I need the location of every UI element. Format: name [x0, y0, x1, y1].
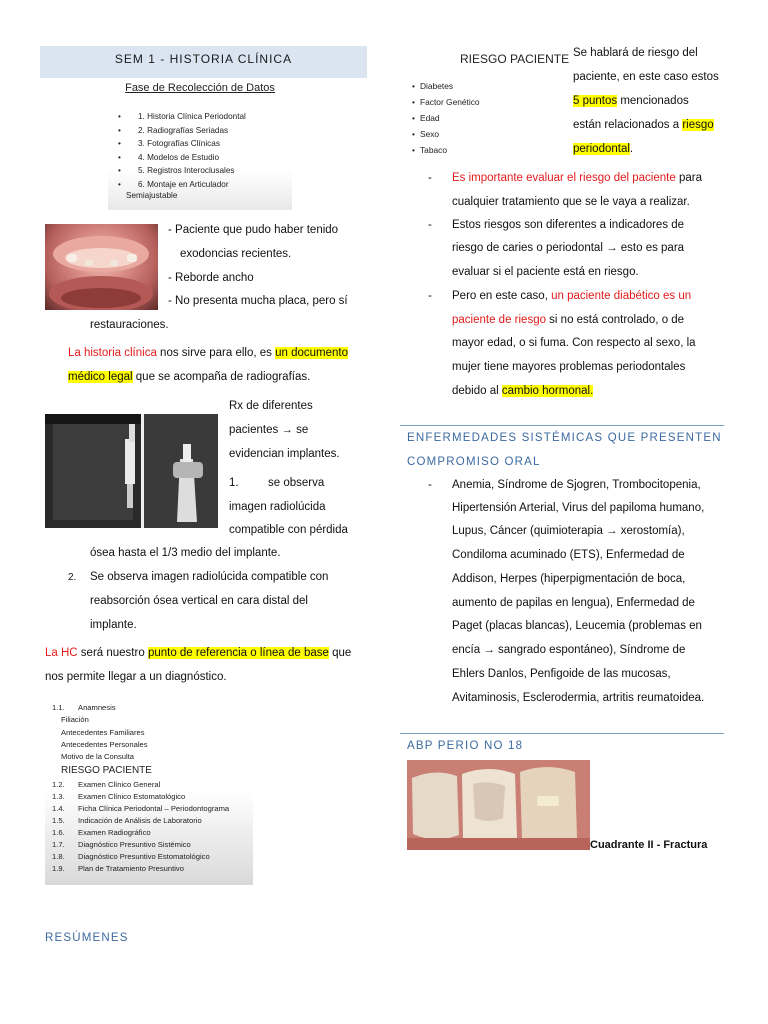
disease-line: aumento de papilas en lengua), Enfermedad de — [452, 597, 695, 609]
section-title: SEM 1 - HISTORIA CLÍNICA — [114, 52, 293, 66]
text-run: que — [328, 647, 352, 659]
list-item: • 2. Radiografías Seriadas — [118, 124, 246, 138]
red-text: Es importante evaluar el riesgo del paciente — [452, 172, 676, 184]
dash-bullet: - — [428, 290, 432, 302]
hc2-paragraph-line2: nos permite llegar a un diagnóstico. — [45, 671, 227, 683]
rx-text: pacientes → se — [229, 424, 309, 436]
bullet-line: evaluar si el paciente está en riesgo. — [452, 266, 639, 278]
mouth-note: restauraciones. — [90, 319, 169, 331]
anamnesis-item: RIESGO PACIENTE — [61, 765, 152, 776]
disease-line: Condiloma acuminado (ETS), Enfermedad de — [452, 549, 685, 561]
bullet-item — [428, 285, 692, 309]
risk-text — [573, 114, 714, 138]
text-run: nos sirve para ello, es — [156, 347, 276, 359]
hc2-paragraph — [45, 642, 365, 666]
disease-line: encía → sangrado espontáneo), Síndrome de — [452, 644, 686, 656]
red-text: un paciente diabético es un — [551, 290, 692, 302]
rx1-text: compatible con pérdida — [229, 524, 348, 536]
text-run: si no está controlado, o de — [545, 314, 685, 326]
dash-bullet: - — [428, 479, 432, 491]
list-item: • 5. Registros Interoclusales — [118, 164, 246, 178]
anamnesis-item: Motivo de la Consulta — [61, 752, 135, 761]
disease-line: Addison, Herpes (hiperpigmentación de boca, — [452, 573, 686, 585]
rx2-text: implante. — [90, 619, 137, 631]
risk-text: paciente, en este caso estos — [573, 71, 719, 83]
text-run: que se acompaña de radiografías. — [132, 371, 311, 383]
highlight: punto de referencia o línea de base — [147, 647, 329, 659]
rx2-text: Se observa imagen radiolúcida compatible con — [90, 571, 329, 583]
disease-line: Ehlers Danlos, Penfigoide de las mucosas, — [452, 668, 671, 680]
dash-bullet: - — [428, 172, 432, 184]
text-run: . — [629, 143, 634, 155]
radiograph-photo — [45, 414, 218, 528]
text-run: será nuestro — [77, 647, 148, 659]
hc-term: La HC — [45, 647, 78, 659]
rx1-text: se observa — [268, 477, 325, 489]
resumenes-heading: RESÚMENES — [45, 932, 129, 944]
rx1-text: ósea hasta el 1/3 medio del implante. — [90, 547, 281, 559]
rx-text: Rx de diferentes — [229, 400, 313, 412]
highlight: un documento — [275, 347, 349, 359]
risk-heading: RIESGO PACIENTE — [460, 52, 570, 66]
list-item: • 3. Fotografías Clínicas — [118, 137, 246, 151]
anamnesis-item: Antecedentes Personales — [61, 740, 148, 749]
mouth-note: - No presenta mucha placa, pero sí — [168, 295, 348, 307]
anamnesis-item: 1.6. Examen Radiográfico — [52, 828, 151, 837]
anamnesis-item: 1.2. Examen Clínico General — [52, 780, 161, 789]
hc-paragraph — [68, 342, 368, 366]
figure-title: Fase de Recolección de Datos — [125, 82, 275, 94]
radiograph-illustration — [45, 414, 218, 528]
anamnesis-item: 1.5. Indicación de Análisis de Laboratorio — [52, 816, 202, 825]
risk-text: Se hablará de riesgo del — [573, 47, 698, 59]
bullet-item — [428, 167, 702, 191]
anamnesis-item: Antecedentes Familiares — [61, 728, 145, 737]
section-title-bar — [40, 46, 367, 78]
mouth-note: - Reborde ancho — [168, 272, 254, 284]
rx2-number: 2. — [68, 572, 77, 583]
risk-text — [573, 138, 633, 162]
red-text: paciente de riesgo — [452, 314, 546, 326]
data-collection-list — [118, 110, 246, 191]
teeth-illustration — [407, 760, 590, 850]
hc-term: La historia clínica — [68, 347, 157, 359]
text-run: Estos riesgos son diferentes a indicadores de — [452, 219, 685, 231]
risk-text — [573, 90, 689, 114]
text-run: Pero en este caso, — [452, 290, 552, 302]
intraoral-photo — [45, 224, 158, 310]
highlight: médico legal — [68, 371, 133, 383]
anamnesis-item: 1.8. Diagnóstico Presuntivo Estomatológico — [52, 852, 210, 861]
rx-text: evidencian implantes. — [229, 448, 340, 460]
text-run: Anemia, Síndrome de Sjogren, Trombocitopenia, — [452, 479, 701, 491]
bullet-line: cualquier tratamiento que se le vaya a realizar. — [452, 196, 690, 208]
rx1-number: 1. — [229, 477, 239, 489]
list-item-continuation: Semiajustable — [126, 191, 178, 200]
rx1-text: imagen radiolúcida — [229, 501, 326, 513]
anamnesis-figure — [45, 697, 253, 885]
list-item: • Diabetes — [412, 78, 480, 94]
disease-line: Paget (placas blancas), Leucemia (problemas en — [452, 620, 702, 632]
bullet-line: mayor edad, o si fuma. Con respecto al sexo, la — [452, 337, 696, 349]
anamnesis-item: 1.1. Anamnesis — [52, 703, 116, 712]
anamnesis-item: 1.7. Diagnóstico Presuntivo Sistémico — [52, 840, 191, 849]
text-run: debido al — [452, 385, 502, 397]
highlight: 5 puntos — [573, 95, 618, 107]
list-item: • Tabaco — [412, 142, 480, 158]
list-item: • Edad — [412, 110, 480, 126]
list-item: • Sexo — [412, 126, 480, 142]
list-item: • 1. Historia Clínica Periodontal — [118, 110, 246, 124]
photo-caption: Cuadrante II - Fractura — [590, 839, 708, 851]
bullet-line: mujer tiene mayores problemas periodontales — [452, 361, 686, 373]
mouth-note: exodoncias recientes. — [180, 248, 292, 260]
intraoral-illustration — [45, 224, 158, 310]
systemic-diseases-heading: ENFERMEDADES SISTÉMICAS QUE PRESENTEN — [407, 432, 722, 444]
list-item: • 6. Montaje en Articulador — [118, 178, 246, 192]
highlight: periodontal — [573, 143, 630, 155]
mouth-note: - Paciente que pudo haber tenido — [168, 224, 339, 236]
anamnesis-item: Filiación — [61, 715, 89, 724]
anamnesis-item: 1.9. Plan de Tratamiento Presuntivo — [52, 864, 184, 873]
dash-bullet: - — [428, 219, 432, 231]
disease-line: Avitaminosis, Esclerodermia, artritis reumatoidea. — [452, 692, 705, 704]
highlight: cambio hormonal. — [501, 385, 594, 397]
fractured-teeth-photo — [407, 760, 590, 850]
list-item: • 4. Modelos de Estudio — [118, 151, 246, 165]
text-run: mencionados — [617, 95, 689, 107]
bullet-line: riesgo de caries o periodontal → esto es para — [452, 242, 685, 254]
abp-heading: ABP PERIO NO 18 — [407, 740, 524, 752]
risk-factor-list — [412, 78, 480, 158]
bullet-line — [452, 309, 684, 333]
bullet-item — [428, 214, 685, 238]
anamnesis-item: 1.4. Ficha Clínica Periodontal – Periodontograma — [52, 804, 230, 813]
highlight: riesgo — [682, 119, 714, 131]
anamnesis-item: 1.3. Examen Clínico Estomatológico — [52, 792, 186, 801]
disease-list — [428, 474, 701, 498]
text-run: están relacionados a — [573, 119, 683, 131]
disease-line: Lupus, Cáncer (quimioterapia → xerostomía), — [452, 525, 685, 537]
data-collection-figure — [108, 78, 292, 210]
rx2-text: reabsorción ósea vertical en cara distal del — [90, 595, 308, 607]
systemic-diseases-heading-line2: COMPROMISO ORAL — [407, 456, 541, 468]
list-item: • Factor Genético — [412, 94, 480, 110]
bullet-line — [452, 380, 593, 404]
disease-line: Hipertensión Arterial, Virus del papiloma humano, — [452, 502, 705, 514]
text-run: para — [675, 172, 702, 184]
hc-paragraph-line2 — [68, 366, 310, 390]
